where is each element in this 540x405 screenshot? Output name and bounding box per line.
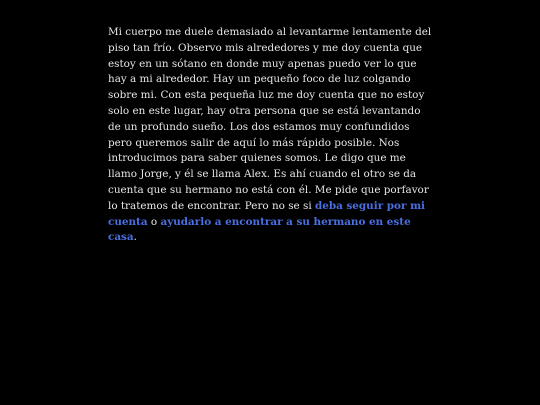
passage-text: Mi cuerpo me duele demasiado al levantarme lentamente del piso tan frío. Observo mis alrededores y me doy cuenta que estoy en un sótano en donde muy apenas puedo ver lo que hay a mi alrededor. Hay un pequeño foco de luz colgando sobre mi. Con esta pequeña luz me doy cuenta que no estoy solo en este lugar, hay otra persona que se está levantando de un profundo sueño. Los dos estamos muy confundidos pero queremos salir de aquí lo más rápido posible. Nos introducimos para saber quienes somos. Le digo que me llamo Jorge, y él se llama Alex. Es ahí cuando el otro se da cuenta que su hermano no está con él. Me pide que porfavor lo tratemos de encontrar. Pero no se si [108, 26, 432, 212]
choice-link-own-way[interactable]: deba seguir por mi cuenta [108, 199, 426, 228]
choice-connector: o [147, 215, 161, 228]
choice-link-help-find-brother[interactable]: ayudarlo a encontrar a su hermano en este casa [108, 215, 411, 244]
story-passage [108, 25, 432, 246]
passage-end: . [133, 231, 137, 244]
